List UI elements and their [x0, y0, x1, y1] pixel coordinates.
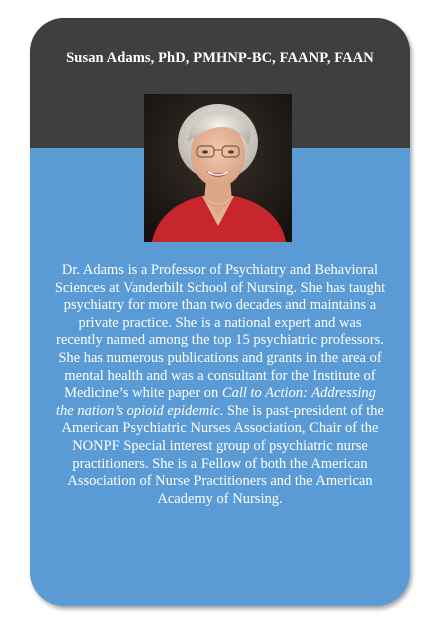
bio-text-part1: Dr. Adams is a Professor of Psychiatry and Behavioral Sciences at Vanderbilt School of Nursing. She has taught psychiatry for more than two decades and maintains a private practice. She is a national expert and was recently named among the top 15 psychiatric professors. She has numerous publications and grants in the area of mental health and was a consultant for the Institute of Medicine’s white paper on [54, 262, 386, 402]
portrait-image [144, 94, 292, 242]
bio-text-italic-title: Call to Action: Addressing the nation’s opioid epidemic [56, 385, 376, 419]
bio-text [54, 262, 386, 508]
profile-name-title: Susan Adams, PhD, PMHNP-BC, FAANP, FAAN [66, 50, 374, 66]
profile-card [30, 18, 410, 606]
bio-text-part2: . She is past-president of the American Psychiatric Nurses Association, Chair of the NONPF Special interest group of psychiatric nurse practitioners. She is a Fellow of both the American Association of Nurse Practitioners and the American Academy of Nursing. [61, 402, 384, 507]
profile-photo [144, 94, 292, 242]
